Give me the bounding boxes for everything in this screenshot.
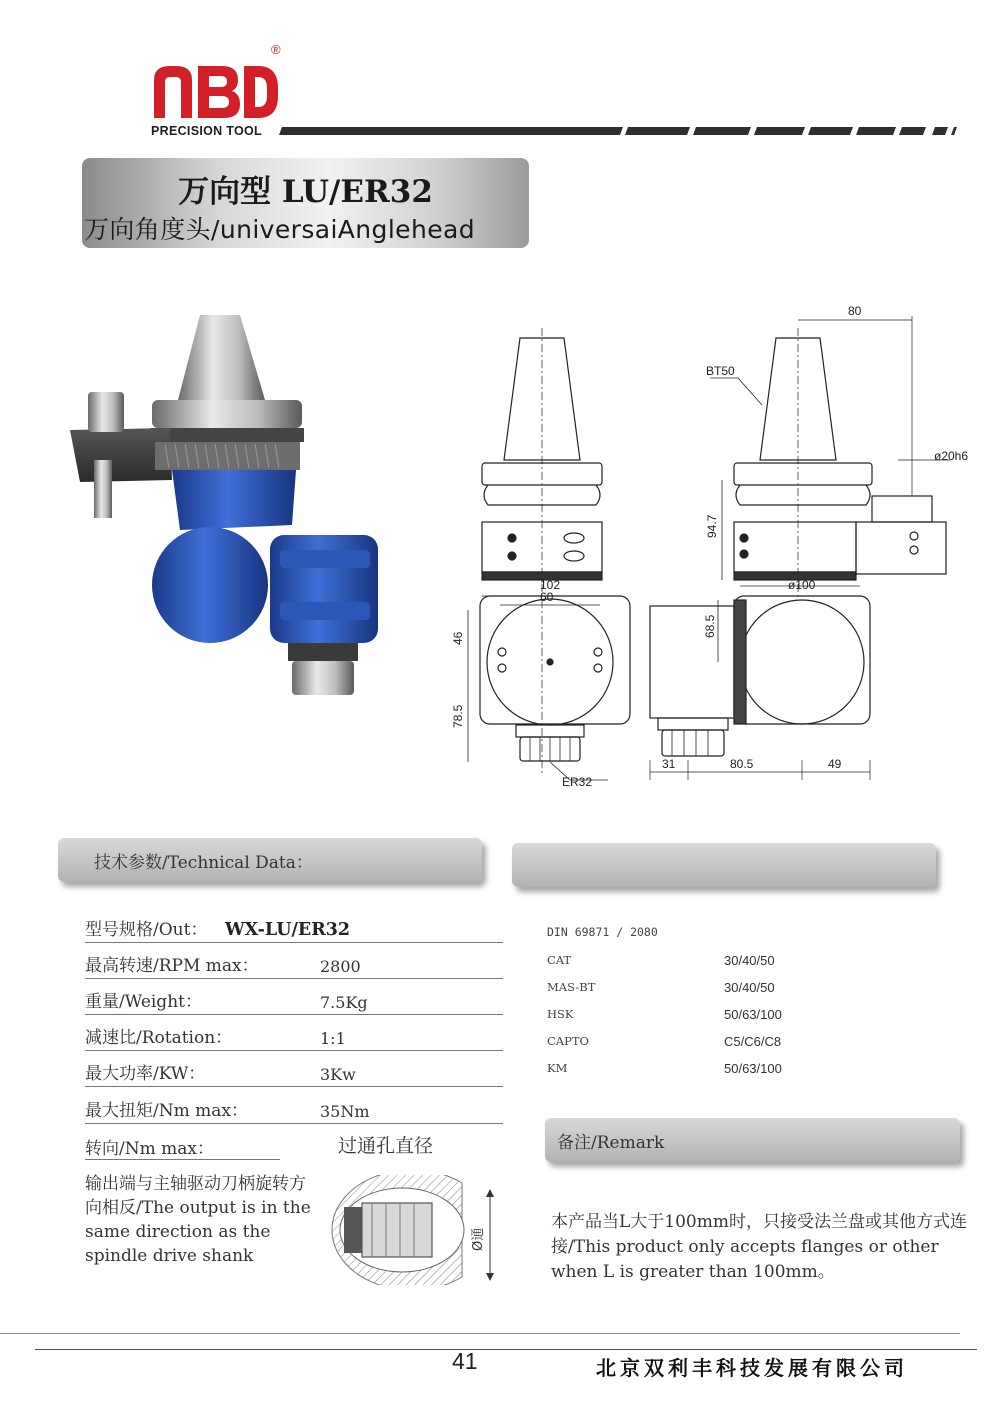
dim-31: 31 <box>662 757 676 771</box>
dim-46: 46 <box>451 631 465 645</box>
product-photo <box>60 310 400 700</box>
footer-rule-bottom <box>35 1349 977 1350</box>
spec-value: 3Kw <box>320 1065 356 1084</box>
interface-sizes: C5/C6/C8 <box>724 1034 782 1049</box>
interface-row <box>547 1007 847 1027</box>
spec-row-model <box>85 906 503 943</box>
dim-d20h6: ø20h6 <box>934 449 969 463</box>
dim-d100: ø100 <box>788 578 816 592</box>
technical-data-bar <box>58 838 482 882</box>
remark-bar <box>545 1118 960 1162</box>
spec-label: 最大扭矩/Nm max： <box>85 1101 248 1121</box>
title-box <box>82 158 529 248</box>
spec-row <box>85 1050 503 1087</box>
dim-er32: ER32 <box>562 775 593 789</box>
interface-row <box>547 1061 847 1081</box>
interface-row <box>547 1034 847 1054</box>
bore-diagram <box>312 1175 502 1285</box>
output-direction-note: 输出端与主轴驱动刀柄旋转方向相反/The output is in the same direction as the spindle drive shank <box>85 1174 311 1266</box>
nbd-logo <box>150 62 280 122</box>
dim-60: 60 <box>540 590 554 604</box>
spec-row <box>85 978 503 1015</box>
interface-name: HSK <box>547 1007 574 1021</box>
page-number: 41 <box>452 1348 478 1374</box>
remark-heading: 备注/Remark <box>557 1133 665 1153</box>
interface-standard: DIN 69871 / 2080 <box>547 925 658 939</box>
company-name: 北京双利丰科技发展有限公司 <box>596 1356 908 1380</box>
dim-80-5: 80.5 <box>730 757 754 771</box>
dim-102: 102 <box>540 578 561 592</box>
spec-value: 35Nm <box>320 1102 370 1121</box>
brand-subtitle: PRECISION TOOL <box>151 124 262 138</box>
spec-label: 最大功率/KW： <box>85 1064 206 1084</box>
direction-rule <box>85 1159 280 1160</box>
product-subtitle: 万向角度头/universaiAnglehead <box>84 215 475 244</box>
spec-value: 7.5Kg <box>320 993 368 1012</box>
interface-sizes: 50/63/100 <box>724 1061 782 1076</box>
interface-name: MAS-BT <box>547 980 596 994</box>
spec-value: 2800 <box>320 957 361 976</box>
product-title: 万向型 LU/ER32 <box>178 174 433 210</box>
interface-sizes: 30/40/50 <box>724 953 775 968</box>
interface-sizes: 30/40/50 <box>724 980 775 995</box>
technical-drawing <box>440 300 980 800</box>
technical-data-heading: 技术参数/Technical Data： <box>94 853 313 873</box>
interface-row <box>547 980 847 1000</box>
interface-sizes: 50/63/100 <box>724 1007 782 1022</box>
interface-row <box>547 953 847 973</box>
bore-diameter-label: 过通孔直径 <box>338 1135 434 1157</box>
remark-text: 本产品当L大于100mm时，只接受法兰盘或其他方式连接/This product only accepts flanges or other when L is greater than 100mm。 <box>551 1212 967 1282</box>
dim-78-5: 78.5 <box>451 704 465 728</box>
dim-49: 49 <box>828 757 842 771</box>
dim-94-7: 94.7 <box>705 514 719 538</box>
interface-name: KM <box>547 1061 568 1075</box>
dim-bt50: BT50 <box>706 364 735 378</box>
spec-model-value: WX-LU/ER32 <box>225 920 351 940</box>
bore-symbol: Ø通 <box>471 1227 486 1251</box>
interface-name: CAPTO <box>547 1034 589 1048</box>
spec-row <box>85 1087 503 1124</box>
spec-row <box>85 1014 503 1051</box>
dim-68-5: 68.5 <box>703 614 717 638</box>
header-stripes <box>275 124 965 138</box>
spec-label: 型号规格/Out： <box>85 920 208 940</box>
direction-label: 转向/Nm max： <box>85 1139 214 1159</box>
interface-name: CAT <box>547 953 572 967</box>
spec-label: 减速比/Rotation： <box>85 1028 233 1048</box>
spec-value: 1:1 <box>320 1029 346 1048</box>
spec-label: 最高转速/RPM max： <box>85 956 259 976</box>
spec-row <box>85 942 503 979</box>
footer-rule-top <box>0 1333 960 1334</box>
dim-80: 80 <box>848 304 862 318</box>
registered-mark: ® <box>271 42 281 57</box>
interface-bar <box>512 843 936 887</box>
spec-label: 重量/Weight： <box>85 992 202 1012</box>
